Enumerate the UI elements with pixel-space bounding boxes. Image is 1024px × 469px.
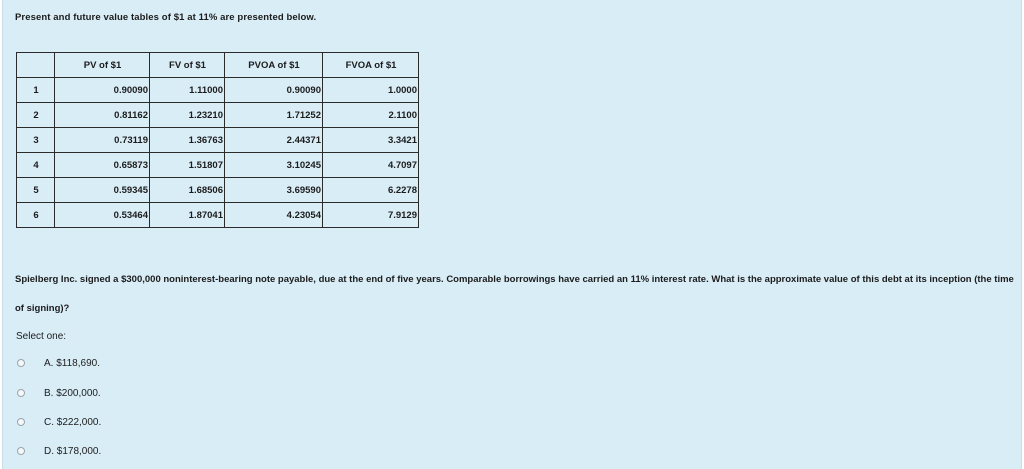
option-label: C. $222,000. xyxy=(44,416,102,428)
period-label: 4 xyxy=(17,153,55,178)
period-label: 3 xyxy=(17,128,55,153)
value-table xyxy=(16,52,419,228)
fv-cell: 1.68506 xyxy=(150,178,225,203)
radio-button-icon[interactable] xyxy=(17,418,25,426)
table-row xyxy=(17,203,419,228)
option-c[interactable] xyxy=(17,415,101,429)
option-label: A. $118,690. xyxy=(44,357,100,369)
pvoa-cell: 2.44371 xyxy=(225,128,323,153)
question-text: Spielberg Inc. signed a $300,000 noninterest-bearing note payable, due at the end of five years. Comparable borrowings have carried an 11% interest rate. What is the approximate value of this debt at its inception (the time of signing)? xyxy=(15,274,1014,314)
fvoa-cell: 2.1100 xyxy=(323,103,419,128)
table-row xyxy=(17,128,419,153)
fvoa-cell: 3.3421 xyxy=(323,128,419,153)
pvoa-cell: 1.71252 xyxy=(225,103,323,128)
intro-text: Present and future value tables of $1 at 11% are presented below. xyxy=(15,12,317,23)
period-label: 2 xyxy=(17,103,55,128)
header-empty xyxy=(17,53,55,78)
option-b[interactable] xyxy=(17,386,101,400)
header-pv: PV of $1 xyxy=(55,53,150,78)
radio-button-icon[interactable] xyxy=(17,447,25,455)
table-row xyxy=(17,153,419,178)
fvoa-cell: 4.7097 xyxy=(323,153,419,178)
table-row xyxy=(17,103,419,128)
table-row xyxy=(17,178,419,203)
pv-cell: 0.73119 xyxy=(55,128,150,153)
radio-button-icon[interactable] xyxy=(17,389,25,397)
question-panel xyxy=(2,0,1022,469)
header-fv: FV of $1 xyxy=(150,53,225,78)
period-label: 5 xyxy=(17,178,55,203)
fv-cell: 1.36763 xyxy=(150,128,225,153)
table-row xyxy=(17,78,419,103)
option-label: B. $200,000. xyxy=(44,387,101,399)
pv-cell: 0.81162 xyxy=(55,103,150,128)
pvoa-cell: 4.23054 xyxy=(225,203,323,228)
fvoa-cell: 6.2278 xyxy=(323,178,419,203)
pv-cell: 0.90090 xyxy=(55,78,150,103)
pvoa-cell: 0.90090 xyxy=(225,78,323,103)
option-label: D. $178,000. xyxy=(44,445,102,457)
table-header-row xyxy=(17,53,419,78)
fv-cell: 1.87041 xyxy=(150,203,225,228)
option-d[interactable] xyxy=(17,444,101,458)
fv-cell: 1.11000 xyxy=(150,78,225,103)
fvoa-cell: 7.9129 xyxy=(323,203,419,228)
period-label: 6 xyxy=(17,203,55,228)
header-pvoa: PVOA of $1 xyxy=(225,53,323,78)
period-label: 1 xyxy=(17,78,55,103)
pvoa-cell: 3.69590 xyxy=(225,178,323,203)
fvoa-cell: 1.0000 xyxy=(323,78,419,103)
header-fvoa: FVOA of $1 xyxy=(323,53,419,78)
pvoa-cell: 3.10245 xyxy=(225,153,323,178)
pv-cell: 0.65873 xyxy=(55,153,150,178)
pv-cell: 0.53464 xyxy=(55,203,150,228)
fv-cell: 1.23210 xyxy=(150,103,225,128)
radio-button-icon[interactable] xyxy=(17,359,25,367)
option-a[interactable] xyxy=(17,356,100,370)
select-one-label: Select one: xyxy=(16,331,67,342)
fv-cell: 1.51807 xyxy=(150,153,225,178)
pv-cell: 0.59345 xyxy=(55,178,150,203)
